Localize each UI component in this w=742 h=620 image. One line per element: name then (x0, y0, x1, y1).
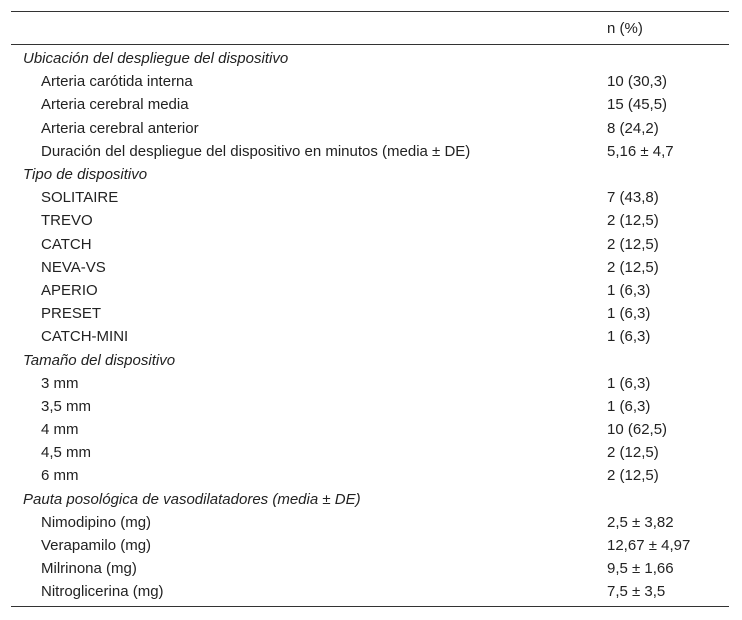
table-body (11, 45, 729, 607)
table-header-row (11, 12, 729, 45)
table-section-row (11, 45, 729, 71)
table-row (11, 534, 729, 557)
table-section-row (11, 488, 729, 511)
row-value: 1 (6,3) (607, 374, 651, 392)
table-row (11, 464, 729, 487)
row-label: APERIO (41, 281, 98, 299)
table-row (11, 511, 729, 534)
row-value: 9,5 ± 1,66 (607, 560, 674, 578)
row-value (603, 163, 729, 186)
row-value: 2 (12,5) (607, 235, 659, 253)
table-row (11, 140, 729, 163)
row-label: Arteria cerebral anterior (41, 119, 199, 137)
table-row (11, 186, 729, 209)
table-row (11, 395, 729, 418)
section-label: Ubicación del despliegue del dispositivo (23, 50, 289, 68)
table-row (11, 325, 729, 348)
row-value (603, 348, 729, 371)
row-value: 10 (30,3) (607, 73, 668, 91)
table-row (11, 557, 729, 580)
row-label: Nimodipino (mg) (41, 513, 152, 531)
results-table-container (11, 11, 729, 607)
header-label-cell (11, 12, 603, 45)
row-label: Arteria cerebral media (41, 96, 189, 114)
row-value (603, 45, 729, 71)
row-value: 1 (6,3) (607, 397, 651, 415)
row-label: 3 mm (41, 374, 79, 392)
row-value: 1 (6,3) (607, 281, 651, 299)
table-row (11, 302, 729, 325)
section-label: Pauta posológica de vasodilatadores (media ± DE) (23, 490, 361, 508)
table-row (11, 372, 729, 395)
row-label: 3,5 mm (41, 397, 92, 415)
table-row (11, 209, 729, 232)
row-value: 2 (12,5) (607, 467, 659, 485)
row-label: Arteria carótida interna (41, 73, 193, 91)
row-label: NEVA-VS (41, 258, 106, 276)
row-value: 1 (6,3) (607, 305, 651, 323)
row-label: PRESET (41, 305, 102, 323)
row-label: CATCH-MINI (41, 328, 129, 346)
row-label: Verapamilo (mg) (41, 537, 152, 555)
table-section-row (11, 348, 729, 371)
row-value: 7,5 ± 3,5 (603, 580, 729, 606)
results-table (11, 11, 729, 607)
row-value: 1 (6,3) (607, 328, 651, 346)
row-value: 12,67 ± 4,97 (607, 537, 691, 555)
row-label: SOLITAIRE (41, 189, 119, 207)
row-value: 2 (12,5) (607, 444, 659, 462)
table-row (11, 93, 729, 116)
table-section-row (11, 163, 729, 186)
section-label: Tamaño del dispositivo (23, 351, 176, 369)
row-value: 2,5 ± 3,82 (607, 513, 674, 531)
table-row (11, 256, 729, 279)
row-value: 2 (12,5) (607, 258, 659, 276)
row-value (603, 488, 729, 511)
row-value: 7 (43,8) (607, 189, 659, 207)
row-label: Milrinona (mg) (41, 560, 137, 578)
table-row (11, 279, 729, 302)
table-row (11, 418, 729, 441)
table-row (11, 70, 729, 93)
row-value: 8 (24,2) (607, 119, 659, 137)
table-row (11, 117, 729, 140)
section-label: Tipo de dispositivo (23, 166, 148, 184)
row-value: 15 (45,5) (607, 96, 668, 114)
row-label: 4 mm (41, 421, 79, 439)
row-label: Nitroglicerina (mg) (11, 580, 603, 606)
table-row (11, 441, 729, 464)
table-row (11, 233, 729, 256)
row-label: 4,5 mm (41, 444, 92, 462)
row-label: Duración del despliegue del dispositivo en minutos (media ± DE) (41, 142, 471, 160)
row-label: TREVO (41, 212, 93, 230)
header-value-cell: n (%) (603, 12, 729, 45)
row-label: CATCH (41, 235, 92, 253)
table-row (11, 580, 729, 606)
row-value: 2 (12,5) (607, 212, 659, 230)
row-value: 10 (62,5) (607, 421, 668, 439)
row-value: 5,16 ± 4,7 (607, 142, 674, 160)
row-label: 6 mm (41, 467, 79, 485)
